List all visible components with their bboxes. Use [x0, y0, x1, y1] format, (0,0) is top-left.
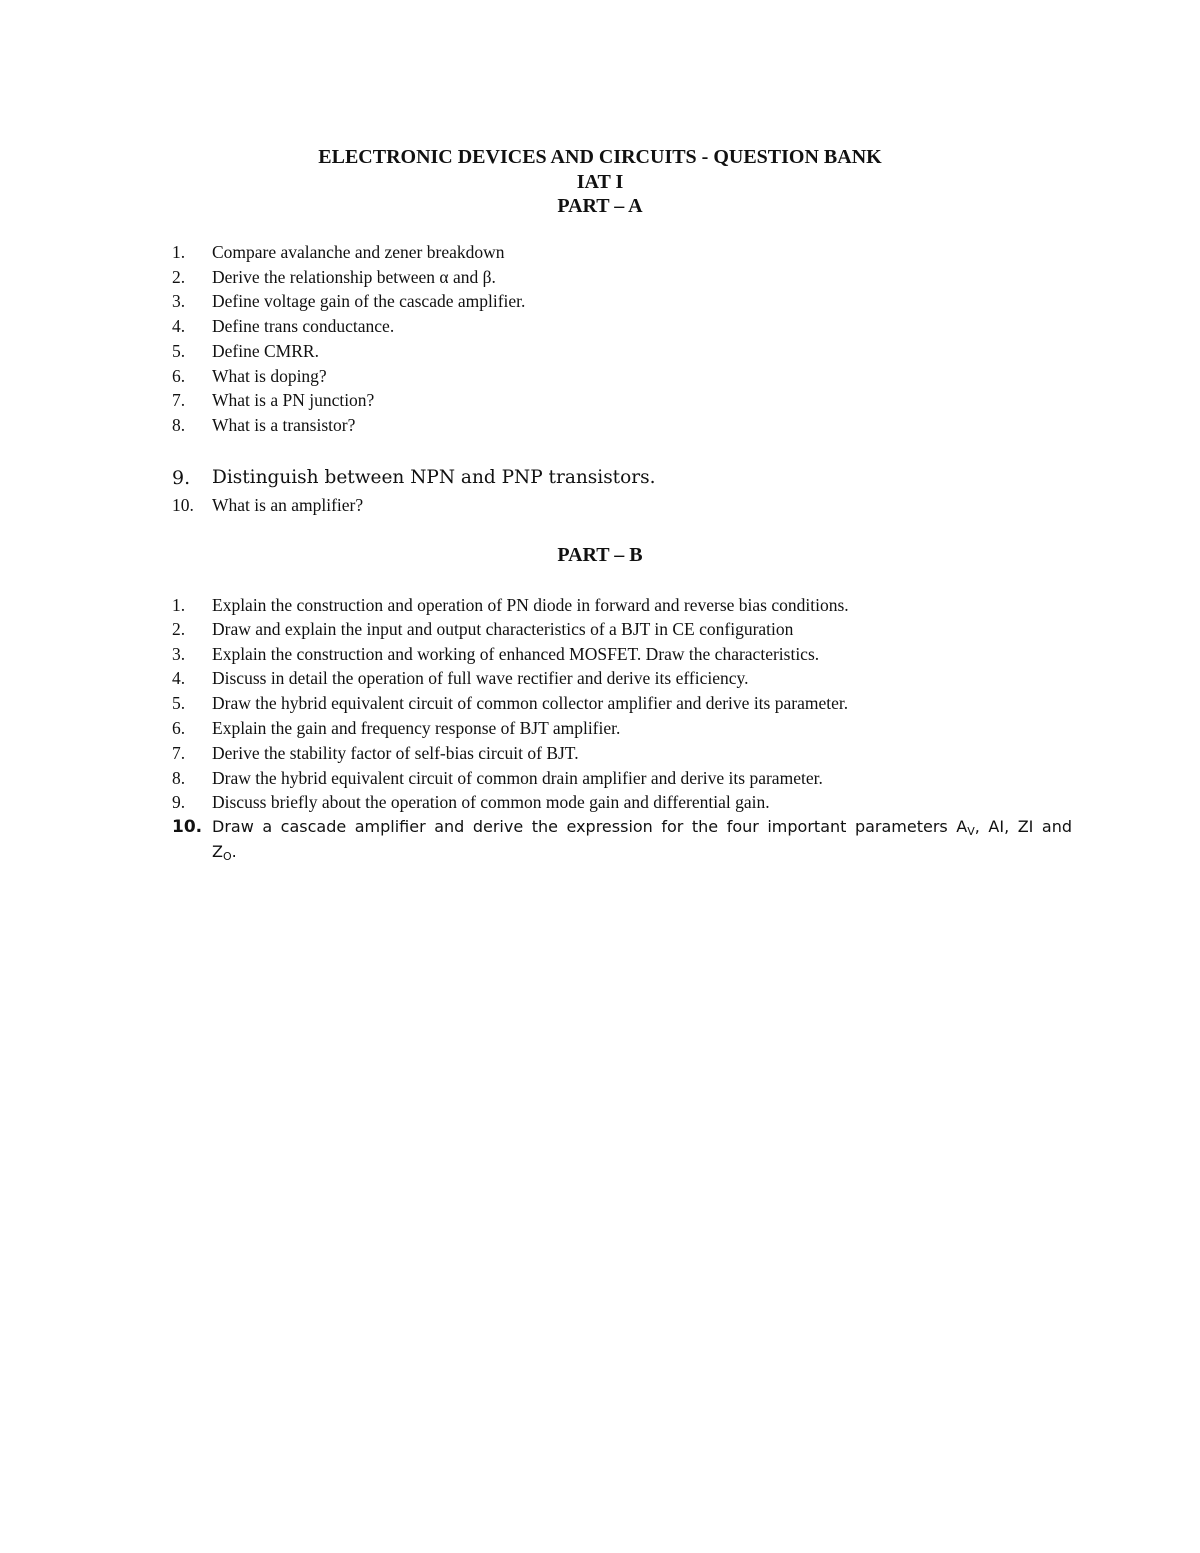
- item-number: 8.: [172, 415, 186, 435]
- item-number: 6.: [172, 718, 186, 738]
- item-text: Compare avalanche and zener breakdown: [212, 242, 505, 262]
- item-number: 9.: [172, 792, 186, 812]
- item-text: What is a PN junction?: [212, 390, 375, 410]
- item-number: 2.: [172, 619, 186, 639]
- item-text: Distinguish between NPN and PNP transistors.: [212, 467, 656, 488]
- subscript-o: O: [222, 849, 232, 863]
- item-number: 3.: [172, 644, 186, 664]
- item-text: Draw and explain the input and output characteristics of a BJT in CE configuration: [212, 619, 794, 639]
- item-number: 4.: [172, 316, 186, 336]
- part-b-heading: PART – B: [557, 544, 643, 566]
- item-number: 4.: [172, 668, 186, 688]
- item-text: What is an amplifier?: [212, 495, 364, 515]
- item-text: Discuss in detail the operation of full wave rectifier and derive its efficiency.: [212, 668, 749, 688]
- subscript-v: V: [967, 825, 975, 838]
- item-number: 1.: [172, 242, 186, 262]
- item-number: 2.: [172, 267, 186, 287]
- item-text: Explain the construction and working of enhanced MOSFET. Draw the characteristics.: [212, 644, 820, 664]
- item-number: 7.: [172, 390, 186, 410]
- item-text: What is doping?: [212, 366, 327, 386]
- item-number: 6.: [172, 366, 186, 386]
- item-text-before: Draw a cascade amplifier and derive the expression for the four important parameters A: [212, 817, 968, 836]
- item-text: Define CMRR.: [212, 341, 319, 361]
- item-text: What is a transistor?: [212, 415, 356, 435]
- item-number: 1.: [172, 595, 186, 615]
- item-text: [212, 815, 1072, 864]
- item-number: 7.: [172, 743, 186, 763]
- item-number: 10.: [172, 495, 194, 515]
- item-text: Derive the stability factor of self-bias circuit of BJT.: [212, 743, 579, 763]
- item-text: Discuss briefly about the operation of common mode gain and differential gain.: [212, 792, 770, 812]
- item-text: Derive the relationship between α and β.: [212, 267, 496, 287]
- item-text: Explain the construction and operation of PN diode in forward and reverse bias conditions.: [212, 595, 849, 615]
- item-number: 3.: [172, 291, 186, 311]
- item-number: 8.: [172, 768, 186, 788]
- item-text: Define voltage gain of the cascade amplifier.: [212, 291, 526, 311]
- item-number: 10.: [172, 817, 203, 837]
- item-text: Define trans conductance.: [212, 316, 395, 336]
- item-text: Explain the gain and frequency response of BJT amplifier.: [212, 718, 621, 738]
- item-text-mid: , AI, ZI and Z: [212, 817, 1073, 861]
- item-text: Draw the hybrid equivalent circuit of common drain amplifier and derive its parameter.: [212, 768, 823, 788]
- item-number: 5.: [172, 693, 186, 713]
- part-a-heading: PART – A: [557, 195, 643, 217]
- item-number: 9.: [172, 467, 191, 489]
- document-title: ELECTRONIC DEVICES AND CIRCUITS - QUESTION BANK: [318, 146, 882, 168]
- item-text-end: .: [231, 841, 237, 861]
- item-number: 5.: [172, 341, 186, 361]
- item-text: Draw the hybrid equivalent circuit of common collector amplifier and derive its parameter.: [212, 693, 849, 713]
- document-subtitle: IAT I: [576, 171, 624, 193]
